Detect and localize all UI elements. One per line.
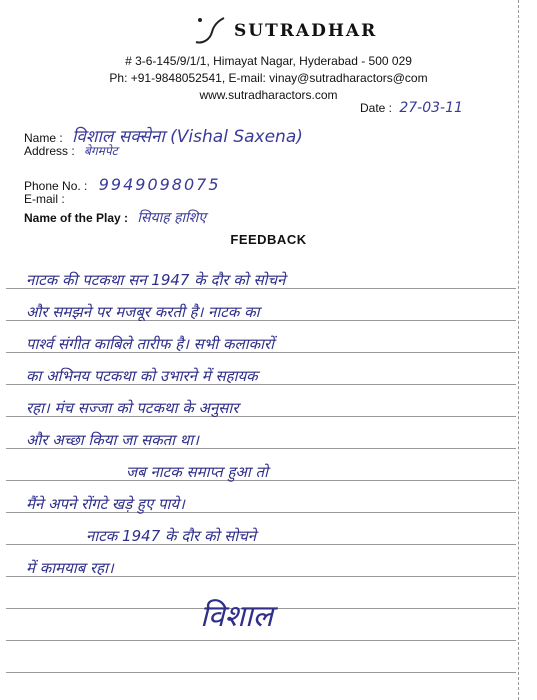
email-field — [24, 192, 65, 206]
play-label: Name of the Play : — [24, 211, 129, 225]
ruled-line — [6, 672, 516, 673]
play-field — [24, 208, 206, 227]
feedback-line-3: पार्श्व संगीत काबिले तारीफ है। सभी कलाकारों — [26, 335, 275, 353]
ruled-line — [6, 640, 516, 641]
feedback-line-1: नाटक की पटकथा सन 1947 के दौर को सोचने — [26, 271, 286, 289]
signature: विशाल — [200, 599, 273, 634]
phone-label: Phone No. : — [24, 179, 88, 193]
brand-name: SUTRADHAR — [234, 21, 378, 41]
feedback-line-9: नाटक 1947 के दौर को सोचने — [86, 527, 257, 545]
address-label: Address : — [24, 144, 75, 158]
name-label: Name : — [24, 131, 63, 145]
date-value: 27-03-11 — [399, 100, 463, 116]
feedback-line-7: जब नाटक समाप्त हुआ तो — [126, 463, 268, 481]
feedback-heading: FEEDBACK — [230, 232, 307, 247]
brand-logo — [190, 14, 377, 48]
feedback-line-5: रहा। मंच सज्जा को पटकथा के अनुसार — [26, 399, 239, 417]
logo-mark-icon — [190, 14, 228, 48]
feedback-line-6: और अच्छा किया जा सकता था। — [26, 431, 199, 449]
feedback-line-4: का अभिनय पटकथा को उभारने में सहायक — [26, 367, 258, 385]
address-line: # 3-6-145/9/1/1, Himayat Nagar, Hyderabad - 500 029 — [125, 54, 412, 68]
address-field — [24, 142, 118, 159]
date-label: Date : — [360, 101, 393, 115]
page-border — [517, 0, 519, 700]
date-field — [360, 100, 463, 116]
feedback-line-2: और समझने पर मजबूर करती है। नाटक का — [26, 303, 260, 321]
website-line: www.sutradharactors.com — [199, 88, 338, 102]
play-value: सियाह हाशिए — [137, 210, 207, 226]
email-label: E-mail : — [24, 192, 65, 206]
contact-line: Ph: +91-9848052541, E-mail: vinay@sutradharactors@com — [109, 71, 428, 85]
address-value: बेगमपेट — [84, 144, 118, 158]
name-value: विशाल सक्सेना (Vishal Saxena) — [72, 127, 303, 147]
feedback-line-10: में कामयाब रहा। — [26, 559, 114, 577]
feedback-line-8: मैंने अपने रोंगटे खड़े हुए पाये। — [26, 495, 185, 513]
phone-value: 9949098075 — [98, 175, 221, 194]
